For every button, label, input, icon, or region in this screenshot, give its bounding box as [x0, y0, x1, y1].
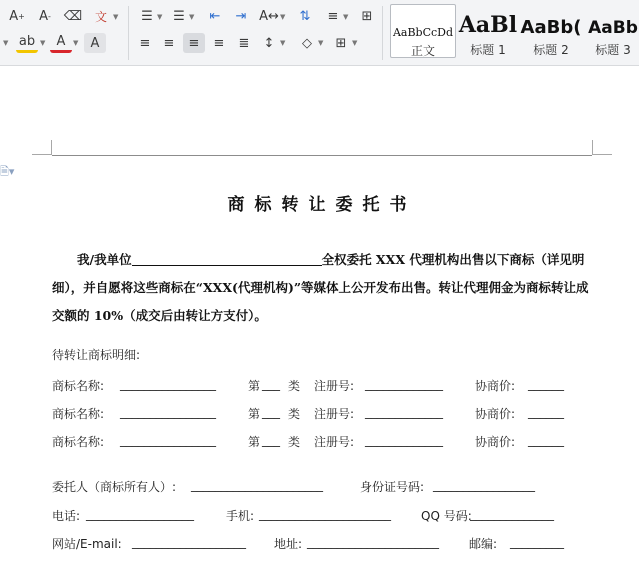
font-color-icon[interactable]: A	[50, 33, 72, 53]
reg-blank[interactable]: _____________	[365, 433, 443, 447]
qq-label: QQ 号码:	[421, 509, 472, 523]
price-label: 协商价:	[475, 379, 516, 393]
zip-label: 邮编:	[469, 537, 498, 551]
increase-indent-icon[interactable]: ⇥	[235, 8, 247, 24]
price-blank[interactable]: ______	[528, 433, 564, 447]
ribbon-toolbar	[0, 0, 639, 66]
qq-blank[interactable]: ______________	[470, 507, 554, 521]
intro-rest: 全权委托 XXX 代理机构出售以下商标（详见明细），并自愿将这些商标在“XXX(代理机构)”等媒体上公开发布出售。转让代理佣金为商标转让成交额的 10%（成交后由转让方支付）。	[52, 252, 589, 323]
chevron-down-icon[interactable]: ▼	[280, 13, 286, 21]
phonetic-guide-icon[interactable]: 文	[94, 9, 107, 24]
chevron-down-icon[interactable]: ▼	[343, 13, 349, 21]
chevron-down-icon[interactable]: ▼	[280, 39, 286, 47]
bullet-list-icon[interactable]: ☰	[141, 8, 153, 24]
line-spacing-icon[interactable]: ≡	[327, 8, 339, 24]
class-suffix: 类	[288, 407, 301, 421]
class-suffix: 类	[288, 379, 301, 393]
crop-mark	[592, 154, 612, 155]
style-heading-1[interactable]	[458, 4, 518, 58]
distributed-align-icon[interactable]: ≣	[238, 35, 250, 51]
crop-mark	[32, 154, 52, 155]
owner-label: 委托人（商标所有人）:	[52, 480, 177, 494]
style-preview: AaBl	[458, 12, 518, 38]
class-prefix: 第	[248, 379, 261, 393]
paragraph-spacing-icon[interactable]: ↕	[263, 35, 275, 51]
price-blank[interactable]: ______	[528, 377, 564, 391]
reg-label: 注册号:	[314, 435, 355, 449]
justify-icon[interactable]: ≡	[213, 35, 225, 51]
style-name: 标题 2	[533, 43, 569, 57]
decrease-font-size-button[interactable]: A -	[39, 8, 51, 24]
chevron-down-icon[interactable]: ▼	[189, 13, 195, 21]
chevron-down-icon[interactable]: ▼	[3, 39, 9, 47]
class-suffix: 类	[288, 435, 301, 449]
style-preview: AaBb	[588, 18, 638, 38]
price-label: 协商价:	[475, 407, 516, 421]
web-label: 网站/E-mail:	[52, 537, 122, 551]
address-label: 地址:	[274, 537, 303, 551]
chevron-down-icon[interactable]: ▼	[73, 39, 79, 47]
address-blank[interactable]: ______________________	[307, 535, 439, 549]
trademark-name-blank[interactable]: ________________	[120, 405, 216, 419]
shading-icon[interactable]: ◇	[302, 35, 312, 51]
clear-format-icon[interactable]: ⌫	[63, 8, 83, 24]
chevron-down-icon[interactable]: ▼	[40, 39, 46, 47]
highlight-color-icon[interactable]: ab	[16, 33, 38, 53]
trademark-name-label: 商标名称:	[52, 379, 105, 393]
id-label: 身份证号码:	[360, 480, 425, 494]
web-blank[interactable]: ___________________	[132, 535, 246, 549]
styles-gallery	[388, 2, 639, 62]
increase-font-size-button[interactable]: A +	[9, 8, 25, 24]
document-title: 商标转让委托书	[227, 195, 417, 215]
price-label: 协商价:	[475, 435, 516, 449]
chevron-down-icon[interactable]: ▼	[352, 39, 358, 47]
decrease-indent-icon[interactable]: ⇤	[209, 8, 221, 24]
char-shading-icon[interactable]: A	[84, 33, 106, 53]
style-preview: AaBb(	[520, 17, 582, 38]
reg-blank[interactable]: _____________	[365, 405, 443, 419]
class-blank[interactable]: ___	[262, 377, 280, 391]
mobile-label: 手机:	[226, 509, 255, 523]
name-blank[interactable]	[132, 252, 322, 266]
intro-paragraph	[52, 246, 600, 330]
trademark-name-label: 商标名称:	[52, 435, 105, 449]
chevron-down-icon[interactable]: ▼	[318, 39, 324, 47]
class-prefix: 第	[248, 435, 261, 449]
trademark-name-blank[interactable]: ________________	[120, 377, 216, 391]
align-center-icon[interactable]: ≡	[163, 35, 175, 51]
price-blank[interactable]: ______	[528, 405, 564, 419]
style-name: 标题 1	[470, 43, 506, 57]
zip-blank[interactable]: _________	[510, 535, 564, 549]
chevron-down-icon[interactable]: ▼	[113, 13, 119, 21]
phone-blank[interactable]: __________________	[86, 507, 194, 521]
detail-heading: 待转让商标明细:	[52, 348, 141, 362]
chevron-down-icon[interactable]: ▼	[157, 13, 163, 21]
numbered-list-icon[interactable]: ☰	[173, 8, 185, 24]
class-blank[interactable]: ___	[262, 405, 280, 419]
phone-label: 电话:	[52, 509, 81, 523]
borders-icon[interactable]: ⊞	[335, 35, 347, 51]
divider	[128, 6, 129, 60]
class-prefix: 第	[248, 407, 261, 421]
show-marks-icon[interactable]: ⊞	[361, 8, 373, 24]
owner-blank[interactable]: ______________________	[191, 478, 323, 492]
crop-mark	[51, 140, 52, 155]
intro-prefix: 我/我单位	[77, 252, 132, 267]
reg-label: 注册号:	[314, 407, 355, 421]
trademark-name-blank[interactable]: ________________	[120, 433, 216, 447]
style-name: 正文	[410, 44, 435, 58]
sort-icon[interactable]: ⇅	[299, 8, 311, 24]
style-normal[interactable]	[390, 4, 456, 58]
style-name: 标题 3	[595, 43, 631, 57]
style-heading-3[interactable]	[584, 4, 639, 58]
align-left-icon[interactable]: ≡	[139, 35, 151, 51]
mobile-blank[interactable]: ______________________	[259, 507, 391, 521]
id-blank[interactable]: _________________	[433, 478, 535, 492]
align-right-icon[interactable]: ≡	[183, 33, 205, 53]
change-case-icon[interactable]: A↔	[259, 8, 279, 24]
crop-mark	[592, 140, 593, 155]
trademark-name-label: 商标名称:	[52, 407, 105, 421]
style-heading-2[interactable]	[520, 4, 582, 58]
page-outline-icon[interactable]: 🗎▾	[0, 165, 15, 178]
header-line	[52, 155, 592, 156]
style-preview: AaBbCcDd	[392, 26, 454, 39]
reg-blank[interactable]: _____________	[365, 377, 443, 391]
reg-label: 注册号:	[314, 379, 355, 393]
class-blank[interactable]: ___	[262, 433, 280, 447]
divider	[382, 6, 383, 60]
